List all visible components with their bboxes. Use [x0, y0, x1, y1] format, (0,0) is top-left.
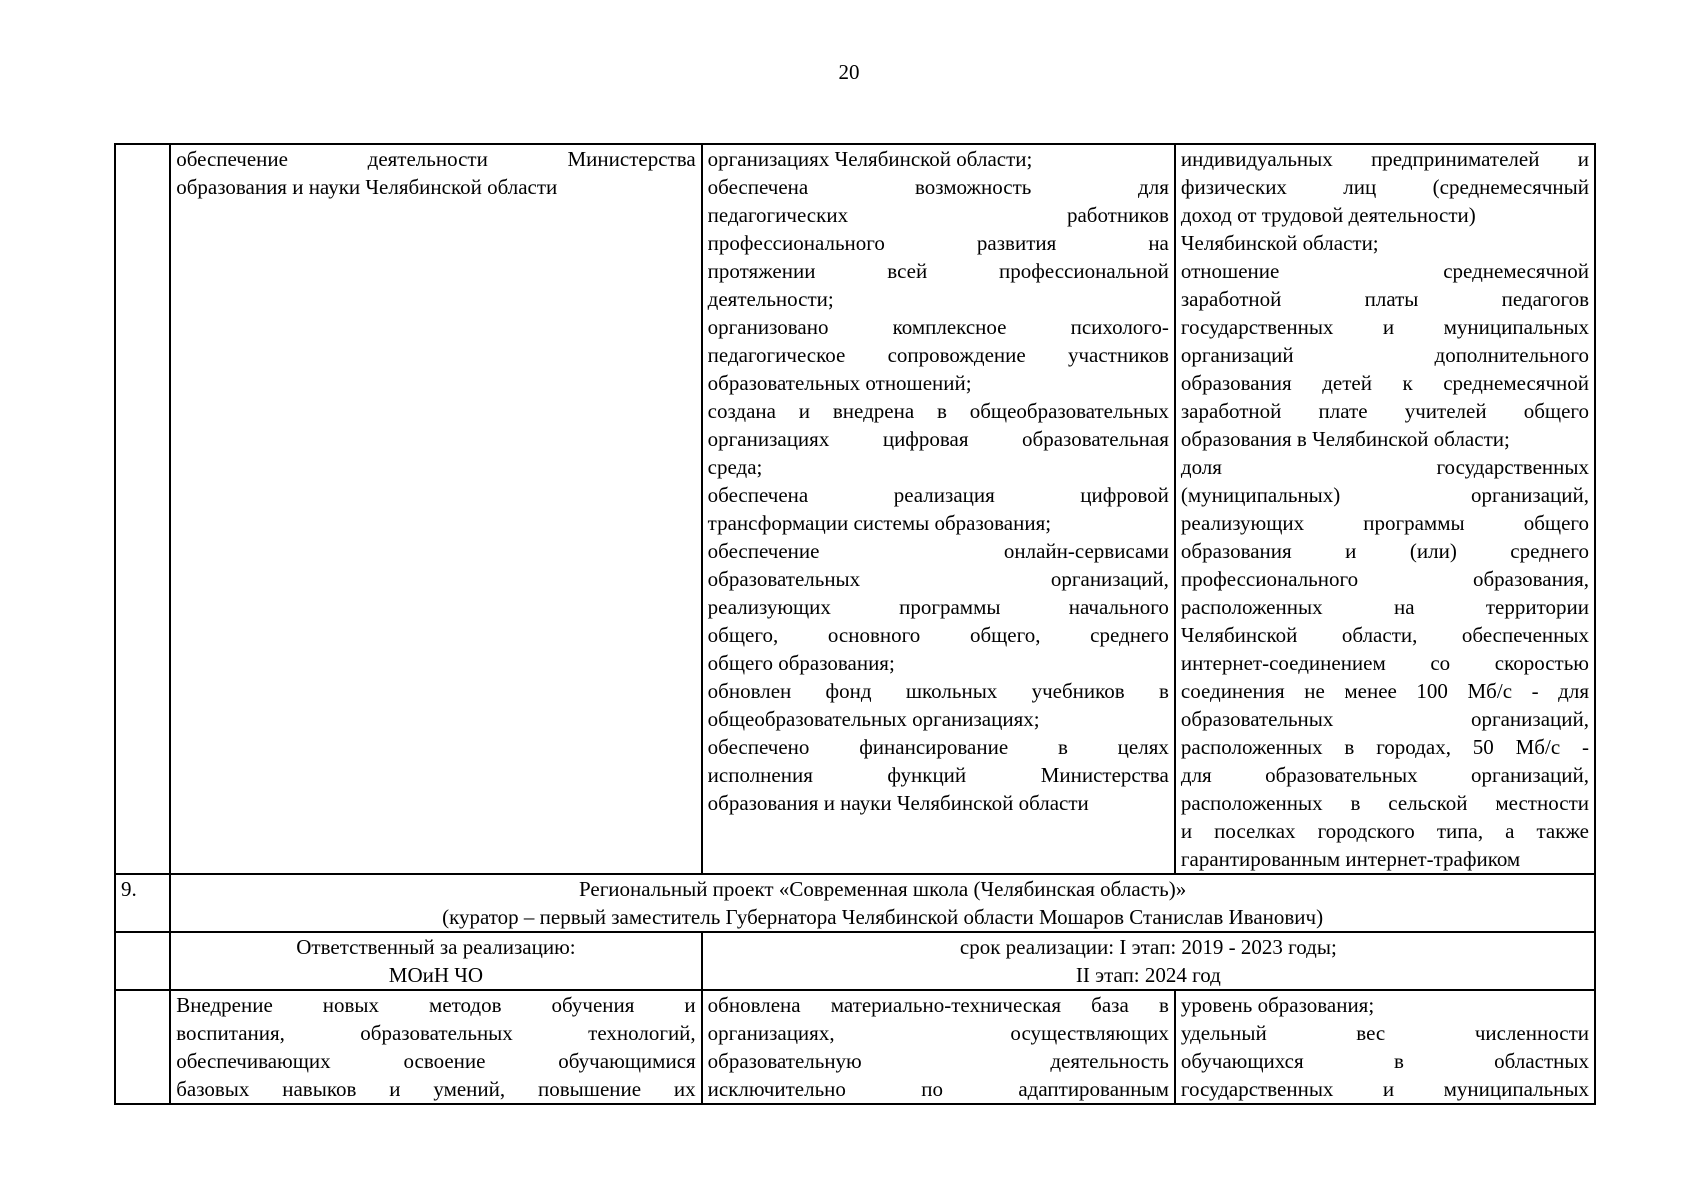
cell-line: заработной платы педагогов — [1180, 287, 1589, 311]
cell-line: образовательную деятельность — [707, 1049, 1169, 1073]
cell-line: исполнения функций Министерства — [707, 763, 1169, 787]
cell-line: обеспечение деятельности Министерства — [176, 147, 696, 171]
cell-line: заработной плате учителей общего — [1180, 399, 1589, 423]
cell-line: обучающихся в областных — [1180, 1049, 1589, 1073]
cell-line: воспитания, образовательных технологий, — [176, 1021, 696, 1045]
cell-line: образовательных отношений; — [707, 371, 972, 395]
cell-line: государственных и муниципальных — [1180, 1077, 1589, 1101]
cell-line: общего образования; — [707, 651, 895, 675]
table-row — [115, 144, 1595, 874]
cell-line: (муниципальных) организаций, — [1180, 483, 1589, 507]
cell-line: физических лиц (среднемесячный — [1180, 175, 1589, 199]
term-line: II этап: 2024 год — [1075, 963, 1221, 987]
cell-line: образовательных организаций, — [1180, 707, 1589, 731]
result-cell — [702, 144, 1175, 874]
cell-line: исключительно по адаптированным — [707, 1077, 1169, 1101]
indicator-cell — [1175, 990, 1595, 1104]
cell-line: соединения не менее 100 Мб/с - для — [1180, 679, 1589, 703]
row-number-cell — [115, 932, 170, 990]
cell-line: интернет-соединением со скоростью — [1180, 651, 1589, 675]
program-table — [114, 143, 1596, 1105]
project-title-cell — [170, 874, 1595, 932]
cell-line: обновлен фонд школьных учебников в — [707, 679, 1169, 703]
cell-line: организациях цифровая образовательная — [707, 427, 1169, 451]
cell-line: расположенных в сельской местности — [1180, 791, 1589, 815]
cell-line: организовано комплексное психолого- — [707, 315, 1169, 339]
cell-line: организаций дополнительного — [1180, 343, 1589, 367]
cell-line: обеспечение онлайн-сервисами — [707, 539, 1169, 563]
row-number-cell — [115, 144, 170, 874]
task-cell — [170, 144, 701, 874]
table-row — [115, 874, 1595, 932]
cell-line: педагогических работников — [707, 203, 1169, 227]
task-cell — [170, 990, 701, 1104]
cell-line: педагогическое сопровождение участников — [707, 343, 1169, 367]
cell-line: обновлена материально-техническая база в — [707, 993, 1169, 1017]
responsible-cell — [170, 932, 701, 990]
cell-line: образования в Челябинской области; — [1180, 427, 1510, 451]
project-title: Региональный проект «Современная школа (Челябинская область)» — [578, 877, 1187, 901]
result-cell — [702, 990, 1175, 1104]
cell-line: и поселках городского типа, а также — [1180, 819, 1589, 843]
indicator-cell — [1175, 144, 1595, 874]
responsible-label: Ответственный за реализацию: — [296, 935, 576, 959]
cell-line: образования и (или) среднего — [1180, 539, 1589, 563]
cell-line: доля государственных — [1180, 455, 1589, 479]
cell-line: общего, основного общего, среднего — [707, 623, 1169, 647]
cell-line: базовых навыков и умений, повышение их — [176, 1077, 696, 1101]
cell-line: протяжении всей профессиональной — [707, 259, 1169, 283]
cell-line: общеобразовательных организациях; — [707, 707, 1040, 731]
cell-line: доход от трудовой деятельности) — [1180, 203, 1476, 227]
cell-line: Внедрение новых методов обучения и — [176, 993, 696, 1017]
cell-line: образования и науки Челябинской области — [176, 175, 558, 199]
cell-line: уровень образования; — [1180, 993, 1375, 1017]
row-number-cell: 9. — [115, 874, 170, 932]
cell-line: Челябинской области; — [1180, 231, 1379, 255]
cell-line: расположенных в городах, 50 Мб/с - — [1180, 735, 1589, 759]
table-row — [115, 932, 1595, 990]
cell-line: профессионального образования, — [1180, 567, 1589, 591]
cell-line: обеспечено финансирование в целях — [707, 735, 1169, 759]
cell-line: Челябинской области, обеспеченных — [1180, 623, 1589, 647]
cell-line: организациях Челябинской области; — [707, 147, 1033, 171]
cell-line: реализующих программы начального — [707, 595, 1169, 619]
term-line: срок реализации: I этап: 2019 - 2023 годы; — [959, 935, 1337, 959]
cell-line: индивидуальных предпринимателей и — [1180, 147, 1589, 171]
responsible-value: МОиН ЧО — [388, 963, 484, 987]
cell-line: организациях, осуществляющих — [707, 1021, 1169, 1045]
cell-line: обеспечена реализация цифровой — [707, 483, 1169, 507]
cell-line: образовательных организаций, — [707, 567, 1169, 591]
row-number-cell — [115, 990, 170, 1104]
cell-line: отношение среднемесячной — [1180, 259, 1589, 283]
project-curator: (куратор – первый заместитель Губернатора Челябинской области Мошаров Станислав Иванович) — [442, 905, 1324, 929]
cell-line: среда; — [707, 455, 763, 479]
cell-line: гарантированным интернет-трафиком — [1180, 847, 1521, 871]
cell-line: обеспечена возможность для — [707, 175, 1169, 199]
cell-line: обеспечивающих освоение обучающимися — [176, 1049, 696, 1073]
term-cell — [702, 932, 1595, 990]
cell-line: расположенных на территории — [1180, 595, 1589, 619]
table-row — [115, 990, 1595, 1104]
cell-line: создана и внедрена в общеобразовательных — [707, 399, 1169, 423]
cell-line: государственных и муниципальных — [1180, 315, 1589, 339]
cell-line: образования и науки Челябинской области — [707, 791, 1089, 815]
cell-line: профессионального развития на — [707, 231, 1169, 255]
cell-line: трансформации системы образования; — [707, 511, 1052, 535]
page-number: 20 — [838, 60, 860, 84]
cell-line: реализующих программы общего — [1180, 511, 1589, 535]
cell-line: образования детей к среднемесячной — [1180, 371, 1589, 395]
cell-line: удельный вес численности — [1180, 1021, 1589, 1045]
cell-line: для образовательных организаций, — [1180, 763, 1589, 787]
cell-line: деятельности; — [707, 287, 834, 311]
